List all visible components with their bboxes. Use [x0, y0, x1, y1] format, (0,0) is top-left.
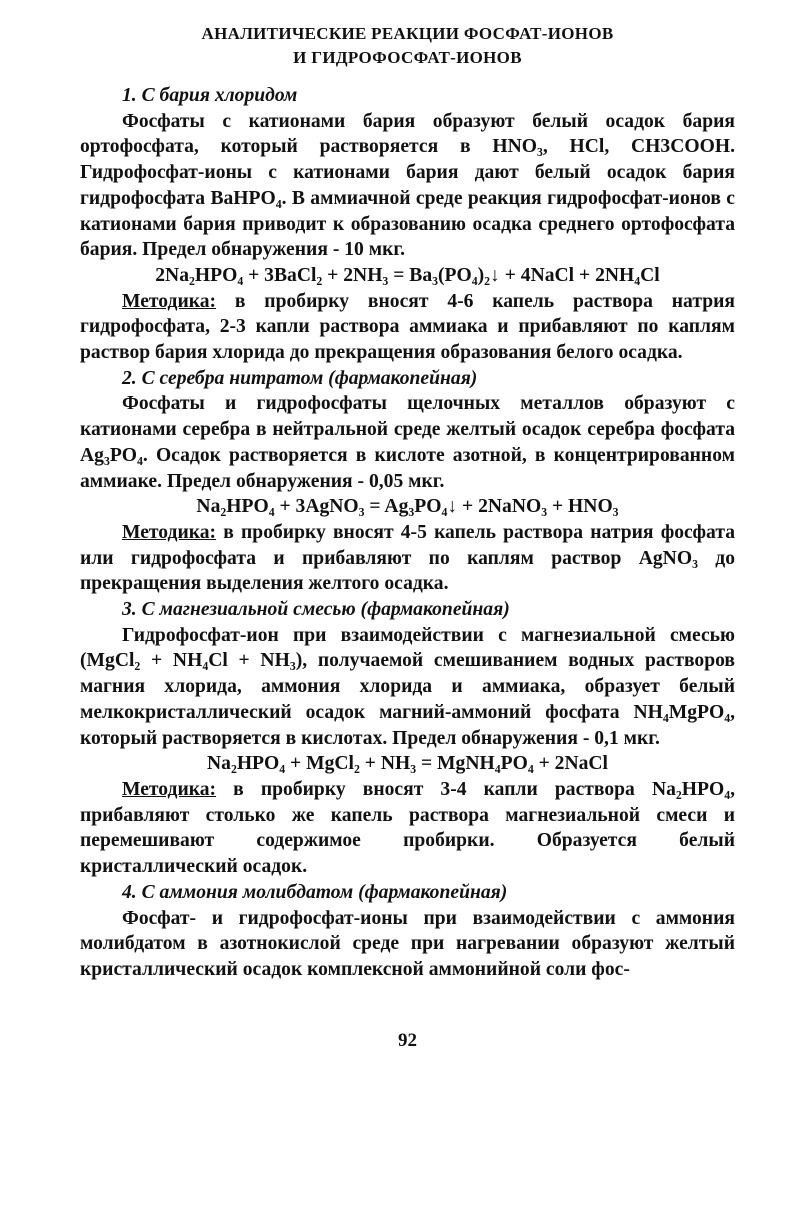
section-3-text: Гидрофосфат-ион при взаимодействии с магнезиальной смесью (MgCl₂ + NH₄Cl + NH₃), получаемой смешиванием водных растворов магния хлорида, аммония хлорида и аммиака, образует белый мелкокристаллический осадок магний-аммоний фосфата NH₄MgPO₄, который растворяется в кислотах. Предел обнаружения - 0,1 мкг. [80, 624, 735, 749]
section-4-heading: 4. С аммония молибдатом (фармакопейная) [122, 881, 508, 903]
section-2-text: Фосфаты и гидрофосфаты щелочных металлов образуют с катионами серебра в нейтральной среде желтый осадок серебра фосфата Ag₃PO₄. Осадок растворяется в кислоте азотной, в концентрированном аммиаке. Предел обнаружения - 0,05 мкг. [80, 393, 735, 492]
section-1-method [80, 289, 735, 366]
section-1-heading: 1. С бария хлоридом [122, 85, 298, 106]
page-number: 92 [398, 1030, 417, 1051]
section-2-heading: 2. С серебра нитратом (фармакопейная) [122, 367, 478, 389]
title-line-1: АНАЛИТИЧЕСКИЕ РЕАКЦИИ ФОСФАТ-ИОНОВ [201, 24, 614, 43]
document-page [80, 22, 735, 1192]
method-label: Методика: [122, 778, 217, 800]
section-4-text: Фосфат- и гидрофосфат-ионы при взаимодействии с аммония молибдатом в азотнокислой среде при нагревании образуют желтый кристаллический осадок комплексной аммонийной соли фос- [80, 907, 735, 980]
section-3-heading: 3. С магнезиальной смесью (фармакопейная) [122, 599, 510, 621]
page-title [80, 22, 735, 70]
method-label: Методика: [122, 290, 217, 312]
section-1-equation: 2Na₂HPO₄ + 3BaCl₂ + 2NH₃ = Ba₃(PO₄)₂↓ + 4NaCl + 2NH₄Cl [155, 264, 660, 286]
section-3-equation: Na₂HPO₄ + MgCl₂ + NH₃ = MgNH₄PO₄ + 2NaCl [207, 753, 608, 775]
section-2-equation: Na₂HPO₄ + 3AgNO₃ = Ag₃PO₄↓ + 2NaNO₃ + HNO₃ [196, 496, 619, 518]
title-line-2: И ГИДРОФОСФАТ-ИОНОВ [293, 48, 522, 67]
section-1-text: Фосфаты с катионами бария образуют белый осадок бария ортофосфата, который растворяется в HNO₃, HCl, CH3COOH. Гидрофосфат-ионы с катионами бария дают белый осадок бария гидрофосфата BaHPO₄. В аммиачной среде реакция гидрофосфат-ионов с катионами бария приводит к образованию осадка среднего ортофосфата бария. Предел обнаружения - 10 мкг. [80, 110, 735, 261]
method-text: в пробирку вносят 4-6 капель раствора натрия гидрофосфата, 2-3 капли раствора аммиака и прибавляют по каплям раствор бария хлорида до прекращения образования белого осадка. [80, 290, 735, 364]
section-2-method [80, 520, 735, 597]
section-3-method [80, 777, 735, 880]
method-text: в пробирку вносят 3-4 капли раствора Na₂HPO₄, прибавляют столько же капель раствора магнезиальной смеси и перемешивают содержимое пробирки. Образуется белый кристаллический осадок. [80, 778, 735, 878]
method-label: Методика: [122, 521, 217, 543]
method-text: в пробирку вносят 4-5 капель раствора натрия фосфата или гидрофосфата и прибавляют по каплям раствор AgNO₃ до прекращения выделения желтого осадка. [80, 521, 735, 595]
